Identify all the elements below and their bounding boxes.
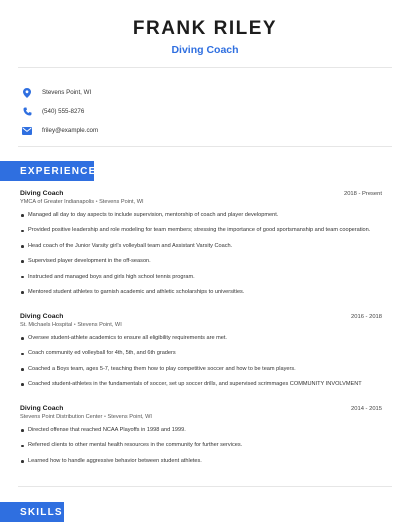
job-org: YMCA of Greater Indianapolis • Stevens Point, WI <box>20 199 144 205</box>
list-item: Head coach of the Junior Varsity girl's volleyball team and Assistant Varsity Coach. <box>20 242 382 250</box>
list-item: Provided positive leadership and role modeling for team members; stressing the importance of good sportsmanship and team cooperation. <box>20 226 382 234</box>
phone-icon <box>22 107 32 117</box>
experience-divider <box>18 486 392 487</box>
list-item: Referred clients to other mental health resources in the community for further services. <box>20 441 382 449</box>
contact-location <box>22 83 98 102</box>
job-dates: 2014 - 2015 <box>351 406 382 412</box>
contact-email <box>22 121 98 140</box>
contact-phone <box>22 102 98 121</box>
candidate-name: FRANK RILEY <box>132 18 278 39</box>
job-location: Stevens Point, WI <box>107 414 152 420</box>
location-text: Stevens Point, WI <box>42 89 92 96</box>
job-dates: 2018 - Present <box>343 191 382 197</box>
job-bullets <box>20 211 382 296</box>
job-employer: YMCA of Greater Indianapolis <box>20 199 94 205</box>
job-title: Diving Coach <box>20 313 64 320</box>
section-heading-experience: EXPERIENCE <box>0 161 94 181</box>
job-entry <box>20 313 382 396</box>
job-title: Diving Coach <box>20 190 64 197</box>
job-bullets <box>20 334 382 389</box>
list-item: Coached student-athletes in the fundamentals of soccer, set up soccer drills, and supervised scrimmages COMMUNITY INVOLVMENT <box>20 380 382 388</box>
job-employer: Stevens Point Distribution Center <box>20 414 103 420</box>
phone-text: (540) 555-8276 <box>42 108 85 115</box>
job-bullets <box>20 426 382 465</box>
job-dates: 2016 - 2018 <box>351 314 382 320</box>
job-employer: St. Michaels Hospital <box>20 322 73 328</box>
job-entry <box>20 405 382 472</box>
list-item: Oversee student-athlete academics to ensure all eligibility requirements are met. <box>20 334 382 342</box>
list-item: Instructed and managed boys and girls high school tennis program. <box>20 273 382 281</box>
list-item: Managed all day to day aspects to include supervision, mentorship of coach and player development. <box>20 211 382 219</box>
job-org: St. Michaels Hospital • Stevens Point, WI <box>20 322 122 328</box>
email-icon <box>22 126 32 136</box>
resume-header <box>0 0 410 56</box>
list-item: Mentored student athletes to garnish academic and athletic scholarships to universities. <box>20 288 382 296</box>
job-location: Stevens Point, WI <box>77 322 122 328</box>
list-item: Directed offense that reached NCAA Playoffs in 1998 and 1999. <box>20 426 382 434</box>
list-item: Coached a Boys team, ages 5-7, teaching them how to play competitive soccer and how to be team players. <box>20 365 382 373</box>
list-item: Coach community ed volleyball for 4th, 5th, and 6th graders <box>20 349 382 357</box>
candidate-title: Diving Coach <box>171 44 239 56</box>
contact-divider <box>18 146 392 147</box>
list-item: Learned how to handle aggressive behavior between student athletes. <box>20 457 382 465</box>
location-pin-icon <box>22 88 32 98</box>
header-divider <box>18 67 392 68</box>
job-location: Stevens Point, WI <box>99 199 144 205</box>
list-item: Supervised player development in the off-season. <box>20 257 382 265</box>
section-heading-skills: SKILLS <box>0 502 64 522</box>
job-title: Diving Coach <box>20 405 64 412</box>
contact-block <box>22 83 98 140</box>
job-entry <box>20 190 382 303</box>
job-org: Stevens Point Distribution Center • Stevens Point, WI <box>20 414 152 420</box>
email-text: friley@example.com <box>42 127 99 134</box>
